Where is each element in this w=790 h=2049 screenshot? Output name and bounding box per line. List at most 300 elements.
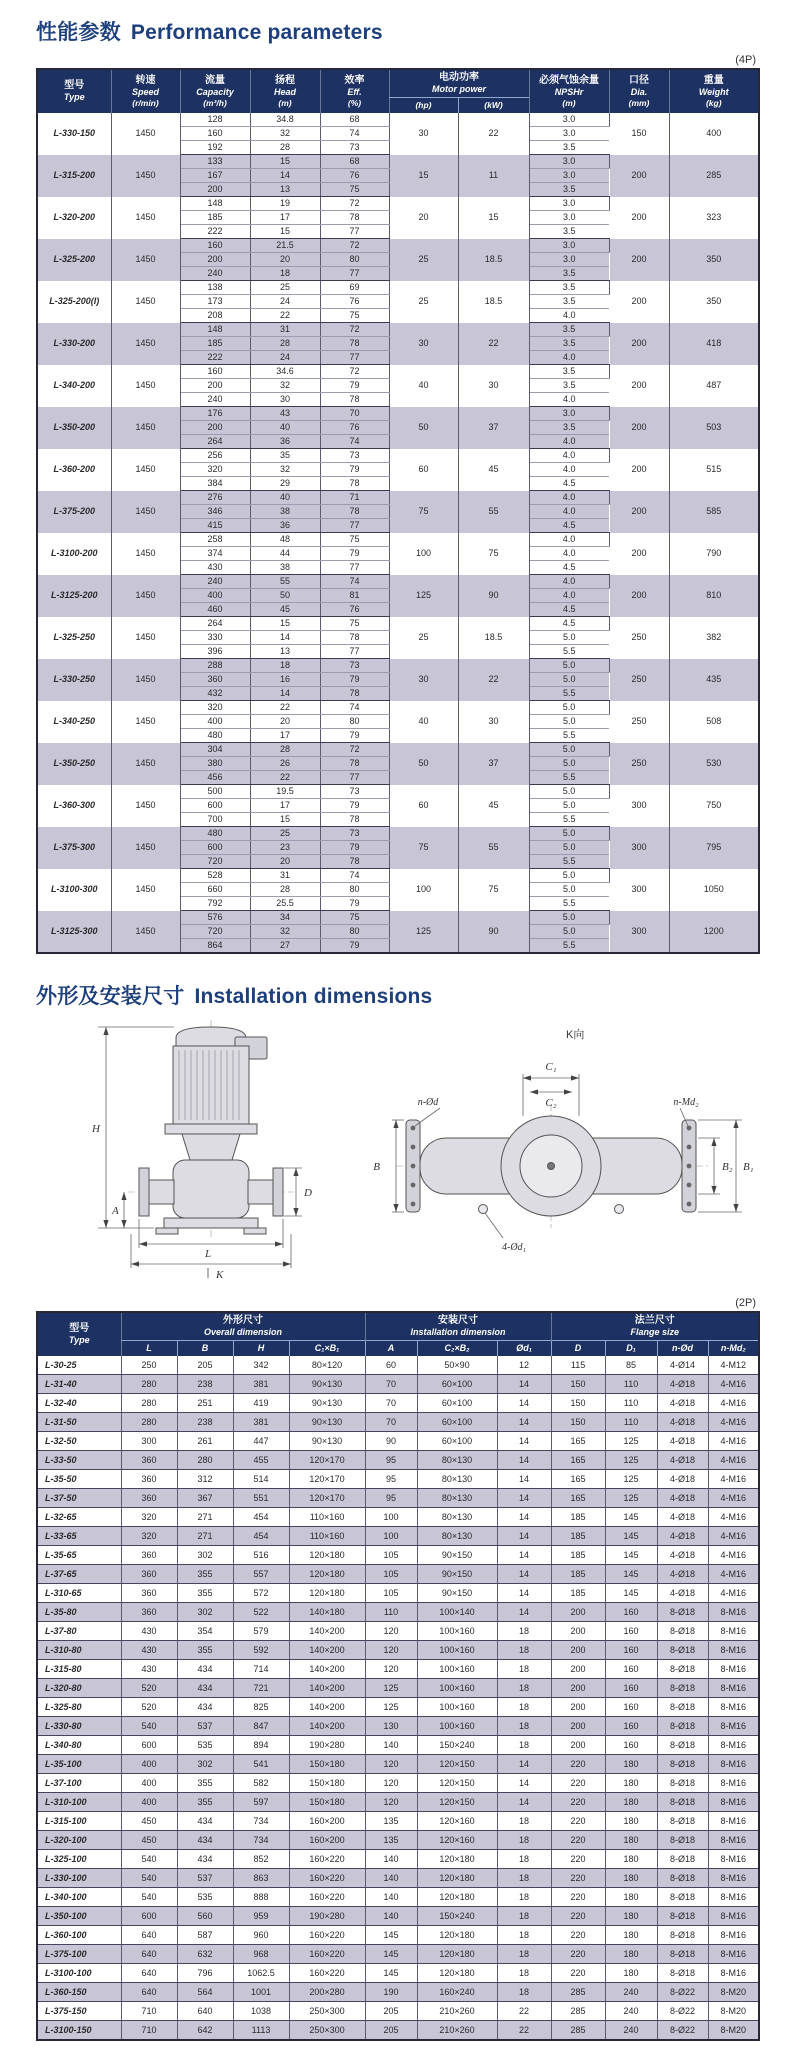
- motor-hp-cell: 75: [389, 827, 458, 869]
- motor-kw-cell: 22: [458, 323, 529, 365]
- capacity-cell: 500: [180, 785, 250, 799]
- pump-elevation-view: [128, 1020, 294, 1240]
- dim-value-cell: 312: [177, 1470, 233, 1489]
- col-npshr: 必须气蚀余量 NPSHr (m): [529, 69, 609, 113]
- dim-label-B1: B₁: [743, 1161, 754, 1173]
- eff-cell: 74: [320, 127, 389, 141]
- capacity-cell: 864: [180, 939, 250, 954]
- dim-value-cell: 100×140: [417, 1603, 497, 1622]
- npshr-cell: 5.0: [529, 701, 609, 715]
- dim-row: [37, 1394, 759, 1413]
- dim-value-cell: 8-M16: [708, 1698, 759, 1717]
- dim-value-cell: 18: [497, 1831, 551, 1850]
- dim-value-cell: 140×200: [289, 1717, 365, 1736]
- dim-value-cell: 302: [177, 1603, 233, 1622]
- dim-value-cell: 100×160: [417, 1660, 497, 1679]
- dim-value-cell: 8-Ø18: [657, 1926, 708, 1945]
- eff-cell: 76: [320, 169, 389, 183]
- dim-value-cell: 120: [365, 1774, 417, 1793]
- dim-label-n-md2: n-Md₂: [673, 1097, 699, 1108]
- pump-type-cell: L-360-150: [37, 1983, 121, 2002]
- capacity-cell: 600: [180, 799, 250, 813]
- capacity-cell: 208: [180, 309, 250, 323]
- section-title-cn: 外形及安装尺寸: [36, 985, 185, 1008]
- dim-value-cell: 180: [605, 1812, 657, 1831]
- dim-value-cell: 4-Ø14: [657, 1356, 708, 1375]
- dim-value-cell: 4-Ø18: [657, 1394, 708, 1413]
- dim-value-cell: 447: [233, 1432, 289, 1451]
- weight-cell: 323: [706, 212, 722, 222]
- speed-cell: 1450: [111, 575, 180, 617]
- dim-value-cell: 381: [233, 1375, 289, 1394]
- head-cell: 24: [250, 295, 320, 309]
- dim-value-cell: 18: [497, 1926, 551, 1945]
- head-cell: 38: [250, 505, 320, 519]
- dim-value-cell: 140×200: [289, 1641, 365, 1660]
- perf-row: [37, 533, 759, 547]
- dim-value-cell: 200: [551, 1603, 605, 1622]
- dim-value-cell: 516: [233, 1546, 289, 1565]
- capacity-cell: 480: [180, 729, 250, 743]
- dim-value-cell: 535: [177, 1736, 233, 1755]
- dim-value-cell: 120×160: [417, 1831, 497, 1850]
- dim-value-cell: 400: [121, 1755, 177, 1774]
- dim-value-cell: 125: [605, 1470, 657, 1489]
- col-head: 扬程 Head (m): [250, 69, 320, 113]
- dim-value-cell: 4-Ø18: [657, 1451, 708, 1470]
- dim-value-cell: 4-M16: [708, 1584, 759, 1603]
- motor-hp-cell: 125: [389, 575, 458, 617]
- dim-value-cell: 888: [233, 1888, 289, 1907]
- dim-value-cell: 220: [551, 1945, 605, 1964]
- dim-value-cell: 640: [121, 1983, 177, 2002]
- dim-value-cell: 434: [177, 1831, 233, 1850]
- dim-value-cell: 271: [177, 1527, 233, 1546]
- motor-hp-cell: 40: [389, 701, 458, 743]
- dim-value-cell: 4-M16: [708, 1565, 759, 1584]
- motor-hp-cell: 100: [389, 869, 458, 911]
- dim-value-cell: 8-M20: [708, 2002, 759, 2021]
- dim-row: [37, 1565, 759, 1584]
- weight-cell: 1200: [669, 911, 759, 954]
- capacity-cell: 288: [180, 659, 250, 673]
- eff-cell: 72: [320, 197, 389, 211]
- group-flange-size: 法兰尺寸 Flange size: [551, 1312, 759, 1341]
- dim-value-cell: 285: [551, 2002, 605, 2021]
- dim-value-cell: 300: [121, 1432, 177, 1451]
- dim-value-cell: 320: [121, 1527, 177, 1546]
- dim-value-cell: 150: [551, 1413, 605, 1432]
- dim-value-cell: 285: [551, 2021, 605, 2041]
- dim-value-cell: 18: [497, 1812, 551, 1831]
- eff-cell: 74: [320, 869, 389, 883]
- dim-value-cell: 150×180: [289, 1755, 365, 1774]
- dim-value-cell: 8-M16: [708, 1945, 759, 1964]
- head-cell: 17: [250, 799, 320, 813]
- motor-kw-cell: 45: [458, 785, 529, 827]
- head-cell: 14: [250, 169, 320, 183]
- dim-value-cell: 852: [233, 1850, 289, 1869]
- dim-value-cell: 14: [497, 1584, 551, 1603]
- head-cell: 15: [250, 617, 320, 631]
- head-cell: 28: [250, 337, 320, 351]
- dim-subcol-header: H: [233, 1341, 289, 1357]
- capacity-cell: 200: [180, 379, 250, 393]
- dim-value-cell: 60: [365, 1356, 417, 1375]
- perf-row: [37, 827, 759, 841]
- head-cell: 32: [250, 379, 320, 393]
- dim-value-cell: 600: [121, 1736, 177, 1755]
- dim-value-cell: 14: [497, 1451, 551, 1470]
- pump-type-cell: L-340-200: [37, 365, 111, 407]
- eff-cell: 78: [320, 211, 389, 225]
- dim-value-cell: 110×160: [289, 1527, 365, 1546]
- dim-value-cell: 100: [365, 1527, 417, 1546]
- dim-value-cell: 140×200: [289, 1660, 365, 1679]
- dim-value-cell: 520: [121, 1698, 177, 1717]
- dim-value-cell: 105: [365, 1584, 417, 1603]
- pump-type-cell: L-320-80: [37, 1679, 121, 1698]
- eff-cell: 75: [320, 533, 389, 547]
- speed-cell: 1450: [111, 533, 180, 575]
- pump-type-cell: L-37-65: [37, 1565, 121, 1584]
- weight-cell: 350: [706, 296, 722, 306]
- dim-label-D: D: [304, 1187, 312, 1199]
- weight-cell: 350: [669, 239, 759, 281]
- npshr-cell: 5.5: [529, 897, 609, 911]
- perf-row: [37, 869, 759, 883]
- dim-value-cell: 165: [551, 1489, 605, 1508]
- npshr-cell: 5.0: [529, 841, 609, 855]
- weight-cell: 435: [669, 659, 759, 701]
- dim-value-cell: 8-Ø18: [657, 1812, 708, 1831]
- dim-value-cell: 863: [233, 1869, 289, 1888]
- dim-value-cell: 120×170: [289, 1451, 365, 1470]
- npshr-cell: 5.0: [529, 925, 609, 939]
- eff-cell: 77: [320, 771, 389, 785]
- dim-row: [37, 1945, 759, 1964]
- dim-value-cell: 355: [177, 1565, 233, 1584]
- dim-value-cell: 400: [121, 1793, 177, 1812]
- dim-subcol-header: L: [121, 1341, 177, 1357]
- head-cell: 30: [250, 393, 320, 407]
- dim-value-cell: 8-M16: [708, 1926, 759, 1945]
- dim-value-cell: 355: [177, 1641, 233, 1660]
- dim-value-cell: 200: [551, 1679, 605, 1698]
- dim-value-cell: 180: [605, 1850, 657, 1869]
- dim-value-cell: 165: [551, 1432, 605, 1451]
- dim-value-cell: 205: [365, 2002, 417, 2021]
- eff-cell: 75: [320, 309, 389, 323]
- motor-hp-cell: 30: [389, 113, 458, 155]
- capacity-cell: 128: [180, 113, 250, 127]
- capacity-cell: 240: [180, 393, 250, 407]
- dim-subcol-header: B: [177, 1341, 233, 1357]
- head-cell: 40: [250, 421, 320, 435]
- eff-cell: 71: [320, 491, 389, 505]
- section-title-cn: 性能参数: [36, 21, 121, 44]
- dim-row: [37, 1584, 759, 1603]
- capacity-cell: 148: [180, 323, 250, 337]
- capacity-cell: 148: [180, 197, 250, 211]
- speed-cell: 1450: [111, 785, 180, 827]
- dim-value-cell: 160×220: [289, 1964, 365, 1983]
- dim-value-cell: 90×130: [289, 1375, 365, 1394]
- capacity-cell: 304: [180, 743, 250, 757]
- npshr-cell: 3.5: [529, 267, 609, 281]
- dim-value-cell: 190×280: [289, 1907, 365, 1926]
- perf-row: [37, 323, 759, 337]
- head-cell: 16: [250, 673, 320, 687]
- dim-value-cell: 95: [365, 1451, 417, 1470]
- dim-value-cell: 160×240: [417, 1983, 497, 2002]
- dim-value-cell: 120×180: [289, 1565, 365, 1584]
- dim-value-cell: 18: [497, 1945, 551, 1964]
- head-cell: 25: [250, 281, 320, 295]
- dim-value-cell: 220: [551, 1831, 605, 1850]
- eff-cell: 77: [320, 225, 389, 239]
- dim-value-cell: 4-M16: [708, 1394, 759, 1413]
- dim-value-cell: 60×100: [417, 1394, 497, 1413]
- dim-value-cell: 135: [365, 1831, 417, 1850]
- group-overall-dimension: 外形尺寸 Overall dimension: [121, 1312, 365, 1341]
- dim-value-cell: 18: [497, 1888, 551, 1907]
- npshr-cell: 3.0: [529, 113, 609, 127]
- dim-value-cell: 18: [497, 1869, 551, 1888]
- head-cell: 35: [250, 449, 320, 463]
- dim-label-K: K: [216, 1269, 224, 1281]
- motor-kw-cell: 75: [458, 869, 529, 911]
- dim-value-cell: 1062.5: [233, 1964, 289, 1983]
- motor-hp-cell: 100: [389, 533, 458, 575]
- motor-kw-cell: 75: [458, 533, 529, 575]
- dim-value-cell: 90×130: [289, 1413, 365, 1432]
- speed-cell: 1450: [111, 323, 180, 365]
- dim-value-cell: 50×90: [417, 1356, 497, 1375]
- dim-value-cell: 90: [365, 1432, 417, 1451]
- capacity-cell: 415: [180, 519, 250, 533]
- head-cell: 19: [250, 197, 320, 211]
- pump-type-cell: L-330-250: [37, 659, 111, 701]
- dim-value-cell: 18: [497, 1660, 551, 1679]
- dim-value-cell: 8-M16: [708, 1603, 759, 1622]
- eff-cell: 79: [320, 799, 389, 813]
- head-cell: 34: [250, 911, 320, 925]
- dim-value-cell: 710: [121, 2002, 177, 2021]
- dim-value-cell: 4-M12: [708, 1356, 759, 1375]
- dim-value-cell: 220: [551, 1793, 605, 1812]
- dim-value-cell: 8-M16: [708, 1831, 759, 1850]
- speed-cell: 1450: [111, 827, 180, 869]
- capacity-cell: 460: [180, 603, 250, 617]
- dia-cell: 200: [609, 575, 669, 617]
- flange-plan-view: [396, 1104, 708, 1228]
- dim-value-cell: 180: [605, 1964, 657, 1983]
- dim-value-cell: 140×200: [289, 1679, 365, 1698]
- dim-value-cell: 120×170: [289, 1489, 365, 1508]
- dim-label-C1: C₁: [545, 1061, 557, 1073]
- head-cell: 48: [250, 533, 320, 547]
- pump-type-cell: L-32-40: [37, 1394, 121, 1413]
- pump-type-cell: L-330-200: [37, 323, 111, 365]
- capacity-cell: 185: [180, 211, 250, 225]
- speed-cell: 1450: [111, 743, 180, 785]
- dia-cell: 200: [609, 533, 669, 575]
- npshr-cell: 3.5: [529, 183, 609, 197]
- dim-value-cell: 220: [551, 1755, 605, 1774]
- head-cell: 21.5: [250, 239, 320, 253]
- dim-value-cell: 8-Ø18: [657, 1622, 708, 1641]
- dim-value-cell: 450: [121, 1812, 177, 1831]
- head-cell: 32: [250, 127, 320, 141]
- dim-value-cell: 640: [121, 1926, 177, 1945]
- pump-type-cell: L-35-65: [37, 1546, 121, 1565]
- npshr-cell: 5.0: [529, 869, 609, 883]
- dim-row: [37, 1869, 759, 1888]
- npshr-cell: 3.0: [529, 253, 609, 267]
- npshr-cell: 4.0: [529, 393, 609, 407]
- dim-value-cell: 14: [497, 1546, 551, 1565]
- eff-cell: 79: [320, 729, 389, 743]
- dim-value-cell: 8-Ø18: [657, 1907, 708, 1926]
- dim-value-cell: 140: [365, 1850, 417, 1869]
- weight-cell: 508: [706, 716, 722, 726]
- dim-value-cell: 140×180: [289, 1603, 365, 1622]
- dim-value-cell: 85: [605, 1356, 657, 1375]
- head-cell: 19.5: [250, 785, 320, 799]
- dim-value-cell: 4-M16: [708, 1508, 759, 1527]
- npshr-cell: 4.0: [529, 547, 609, 561]
- section-title-en: Performance parameters: [130, 21, 383, 44]
- dim-value-cell: 18: [497, 1622, 551, 1641]
- motor-hp-cell: 125: [389, 911, 458, 954]
- dim-value-cell: 100×160: [417, 1679, 497, 1698]
- dim-value-cell: 8-Ø18: [657, 1888, 708, 1907]
- dim-value-cell: 8-M16: [708, 1679, 759, 1698]
- capacity-cell: 330: [180, 631, 250, 645]
- dim-value-cell: 419: [233, 1394, 289, 1413]
- dim-value-cell: 8-Ø22: [657, 2021, 708, 2041]
- head-cell: 38: [250, 561, 320, 575]
- head-cell: 25.5: [250, 897, 320, 911]
- dim-value-cell: 110: [365, 1603, 417, 1622]
- dim-value-cell: 434: [177, 1850, 233, 1869]
- capacity-cell: 185: [180, 337, 250, 351]
- performance-table: [36, 68, 760, 954]
- npshr-cell: 5.0: [529, 911, 609, 925]
- dim-value-cell: 381: [233, 1413, 289, 1432]
- eff-cell: 73: [320, 659, 389, 673]
- dim-subcol-header: C₂×B₂: [417, 1341, 497, 1357]
- dim-value-cell: 8-M20: [708, 2021, 759, 2041]
- motor-kw-cell: 90: [458, 575, 529, 617]
- head-cell: 22: [250, 701, 320, 715]
- eff-cell: 78: [320, 855, 389, 869]
- npshr-cell: 3.5: [529, 379, 609, 393]
- pump-type-cell: L-32-65: [37, 1508, 121, 1527]
- npshr-cell: 4.0: [529, 575, 609, 589]
- capacity-cell: 456: [180, 771, 250, 785]
- dim-value-cell: 100×160: [417, 1641, 497, 1660]
- dim-value-cell: 140: [365, 1888, 417, 1907]
- weight-cell: 795: [669, 827, 759, 869]
- dim-value-cell: 320: [121, 1508, 177, 1527]
- pump-type-cell: L-31-50: [37, 1413, 121, 1432]
- dim-value-cell: 60×100: [417, 1375, 497, 1394]
- weight-cell: 515: [706, 464, 722, 474]
- dim-row: [37, 1736, 759, 1755]
- head-cell: 29: [250, 477, 320, 491]
- dim-value-cell: 135: [365, 1812, 417, 1831]
- capacity-cell: 374: [180, 547, 250, 561]
- speed-cell: 1450: [111, 407, 180, 449]
- dim-value-cell: 150: [551, 1375, 605, 1394]
- dim-value-cell: 714: [233, 1660, 289, 1679]
- dim-value-cell: 185: [551, 1584, 605, 1603]
- head-cell: 25: [250, 827, 320, 841]
- pump-type-cell: L-37-50: [37, 1489, 121, 1508]
- dim-value-cell: 592: [233, 1641, 289, 1660]
- dia-cell: 200: [609, 365, 669, 407]
- speed-cell: 1450: [111, 365, 180, 407]
- dim-value-cell: 600: [121, 1907, 177, 1926]
- dim-value-cell: 12: [497, 1356, 551, 1375]
- dim-value-cell: 514: [233, 1470, 289, 1489]
- dim-value-cell: 8-M16: [708, 1736, 759, 1755]
- dim-value-cell: 360: [121, 1489, 177, 1508]
- speed-cell: 1450: [111, 869, 180, 911]
- dim-row: [37, 1964, 759, 1983]
- perf-row: [37, 407, 759, 421]
- dim-label-H: H: [92, 1123, 100, 1135]
- dim-value-cell: 145: [605, 1527, 657, 1546]
- head-cell: 32: [250, 925, 320, 939]
- col-weight: 重量 Weight (kg): [669, 69, 759, 113]
- pump-type-cell: L-350-250: [37, 743, 111, 785]
- perf-row: [37, 197, 759, 211]
- dim-value-cell: 220: [551, 1888, 605, 1907]
- dim-value-cell: 70: [365, 1413, 417, 1432]
- motor-kw-cell: 55: [458, 827, 529, 869]
- dim-value-cell: 220: [551, 1850, 605, 1869]
- dim-value-cell: 120×180: [289, 1546, 365, 1565]
- head-cell: 31: [250, 323, 320, 337]
- npshr-cell: 3.0: [529, 197, 609, 211]
- dim-value-cell: 120×180: [417, 1945, 497, 1964]
- dim-value-cell: 355: [177, 1793, 233, 1812]
- perf-row: [37, 617, 759, 631]
- eff-cell: 74: [320, 575, 389, 589]
- dim-value-cell: 220: [551, 1907, 605, 1926]
- dim-value-cell: 120: [365, 1660, 417, 1679]
- dim-value-cell: 582: [233, 1774, 289, 1793]
- dim-value-cell: 70: [365, 1375, 417, 1394]
- dim-value-cell: 450: [121, 1831, 177, 1850]
- dia-cell: 250: [609, 617, 669, 659]
- eff-cell: 75: [320, 617, 389, 631]
- speed-cell: 1450: [111, 701, 180, 743]
- dim-value-cell: 8-Ø18: [657, 1736, 708, 1755]
- motor-kw-cell: 18.5: [458, 239, 529, 281]
- dim-value-cell: 80×130: [417, 1527, 497, 1546]
- dim-value-cell: 14: [497, 1489, 551, 1508]
- dim-value-cell: 120×170: [289, 1470, 365, 1489]
- speed-cell: 1450: [111, 659, 180, 701]
- motor-kw-cell: 37: [458, 407, 529, 449]
- dim-value-cell: 120×150: [417, 1774, 497, 1793]
- dim-value-cell: 80×130: [417, 1470, 497, 1489]
- capacity-cell: 258: [180, 533, 250, 547]
